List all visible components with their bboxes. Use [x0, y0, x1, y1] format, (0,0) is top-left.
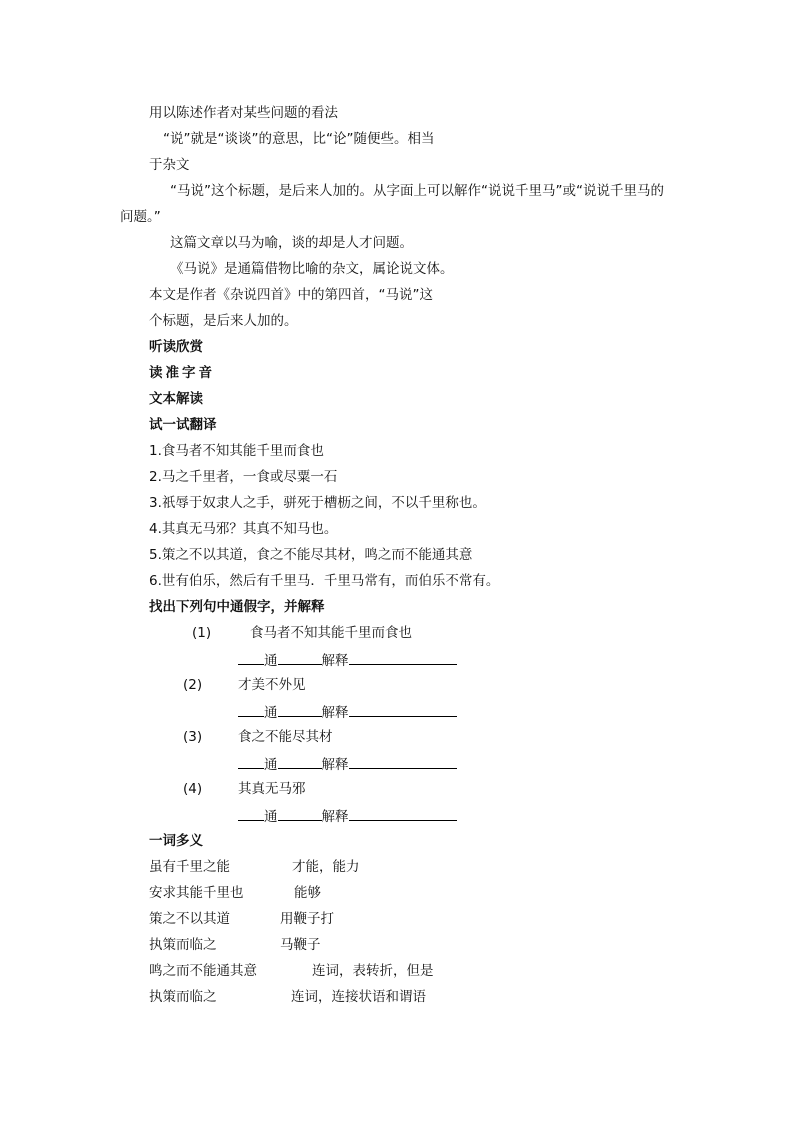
polysemy-phrase-2: 安求其能千里也 [149, 885, 244, 901]
polysemy-meaning-4: 马鞭子 [280, 937, 321, 953]
translate-item-6: 6.世有伯乐，然后有千里马．千里马常有，而伯乐不常有。 [149, 573, 500, 589]
tongjia-num-4: (4) [183, 781, 203, 797]
tongjia-text-2: 才美不外见 [238, 677, 306, 693]
polysemy-phrase-5: 鸣之而不能通其意 [149, 963, 257, 979]
blank-original-char[interactable] [238, 650, 264, 665]
blank-explanation[interactable] [349, 702, 457, 717]
intro-line-8: 本文是作者《杂说四首》中的第四首，“马说”这 [149, 287, 433, 303]
tongjia-num-3: (3) [183, 729, 203, 745]
heading-translate: 试一试翻译 [149, 417, 217, 433]
tong-label: 通 [264, 809, 278, 825]
jieshi-label: 解释 [321, 653, 349, 669]
polysemy-phrase-1: 虽有千里之能 [149, 859, 230, 875]
translate-item-3: 3.祇辱于奴隶人之手，骈死于槽枥之间，不以千里称也。 [149, 495, 486, 511]
polysemy-phrase-3: 策之不以其道 [149, 911, 230, 927]
blank-correct-char[interactable] [278, 650, 322, 665]
tongjia-num-1: (1) [192, 625, 212, 641]
heading-listen: 听读欣赏 [149, 339, 203, 355]
blank-correct-char[interactable] [278, 754, 322, 769]
polysemy-phrase-4: 执策而临之 [149, 937, 217, 953]
blank-original-char[interactable] [238, 702, 264, 717]
intro-line-9: 个标题，是后来人加的。 [149, 313, 298, 329]
tongjia-fill-3 [238, 754, 457, 774]
heading-interpret: 文本解读 [149, 391, 203, 407]
blank-explanation[interactable] [349, 754, 457, 769]
polysemy-meaning-6: 连词，连接状语和谓语 [291, 989, 426, 1005]
tongjia-text-3: 食之不能尽其材 [238, 729, 333, 745]
tong-label: 通 [264, 653, 278, 669]
jieshi-label: 解释 [321, 809, 349, 825]
heading-pronounce: 读准字音 [149, 365, 215, 381]
translate-item-5: 5.策之不以其道，食之不能尽其材，鸣之而不能通其意 [149, 547, 473, 563]
intro-line-1: 用以陈述作者对某些问题的看法 [149, 105, 338, 121]
polysemy-meaning-5: 连词，表转折，但是 [312, 963, 434, 979]
blank-explanation[interactable] [349, 806, 457, 821]
blank-explanation[interactable] [349, 650, 457, 665]
tongjia-text-4: 其真无马邪 [238, 781, 306, 797]
translate-item-4: 4.其真无马邪？其真不知马也。 [149, 521, 338, 537]
blank-correct-char[interactable] [278, 806, 322, 821]
intro-line-5: 问题。” [120, 209, 161, 225]
blank-original-char[interactable] [238, 754, 264, 769]
tongjia-fill-1 [238, 650, 457, 670]
tongjia-text-1: 食马者不知其能千里而食也 [250, 625, 412, 641]
jieshi-label: 解释 [321, 757, 349, 773]
polysemy-meaning-1: 才能，能力 [292, 859, 360, 875]
intro-line-4: “马说”这个标题，是后来人加的。从字面上可以解作“说说千里马”或“说说千里马的 [170, 183, 664, 199]
heading-polysemy: 一词多义 [149, 833, 203, 849]
jieshi-label: 解释 [321, 705, 349, 721]
tong-label: 通 [264, 705, 278, 721]
polysemy-meaning-2: 能够 [294, 885, 321, 901]
intro-line-2: “说”就是“谈谈”的意思，比“论”随便些。相当 [163, 131, 435, 147]
blank-original-char[interactable] [238, 806, 264, 821]
polysemy-meaning-3: 用鞭子打 [280, 911, 334, 927]
polysemy-phrase-6: 执策而临之 [149, 989, 217, 1005]
blank-correct-char[interactable] [278, 702, 322, 717]
tongjia-fill-2 [238, 702, 457, 722]
intro-line-6: 这篇文章以马为喻，谈的却是人才问题。 [170, 235, 413, 251]
tong-label: 通 [264, 757, 278, 773]
heading-tongjia: 找出下列句中通假字，并解释 [149, 599, 325, 615]
intro-line-7: 《马说》是通篇借物比喻的杂文，属论说文体。 [170, 261, 454, 277]
translate-item-1: 1.食马者不知其能千里而食也 [149, 443, 324, 459]
tongjia-num-2: (2) [183, 677, 203, 693]
tongjia-fill-4 [238, 806, 457, 826]
translate-item-2: 2.马之千里者，一食或尽粟一石 [149, 469, 338, 485]
intro-line-3: 于杂文 [149, 157, 190, 173]
